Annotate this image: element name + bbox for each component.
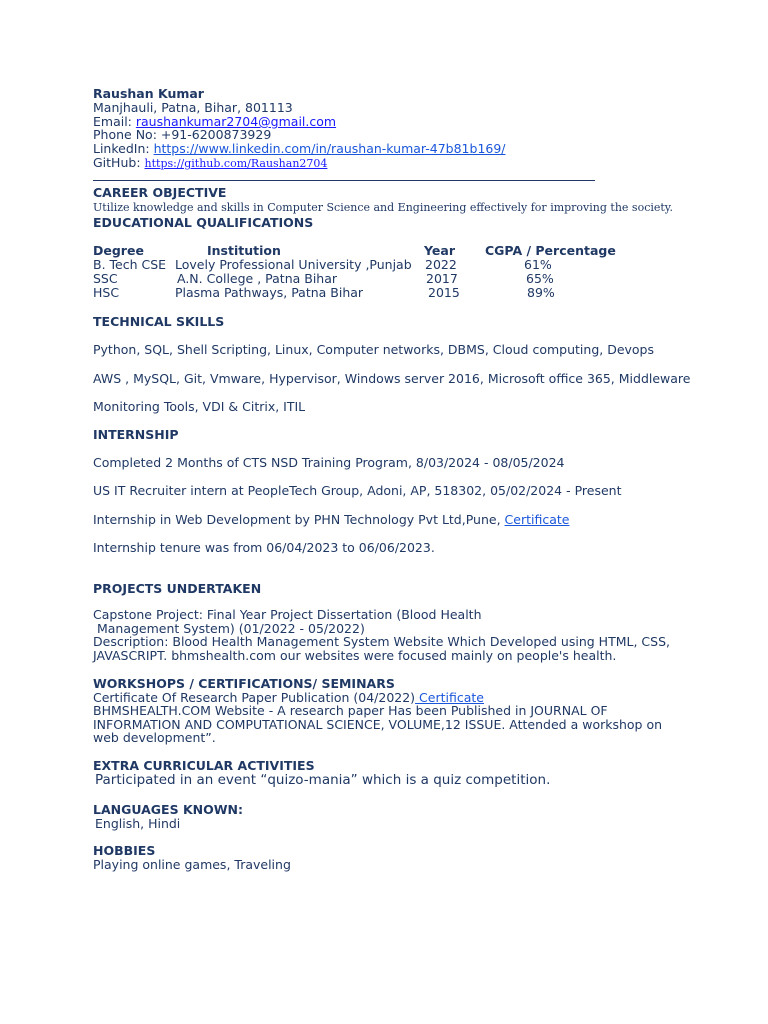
internship-line: Internship tenure was from 06/04/2023 to 06/06/2023.	[93, 540, 435, 555]
career-objective-heading: CAREER OBJECTIVE	[93, 185, 227, 200]
linkedin-line	[93, 141, 506, 156]
column-degree: Degree	[93, 243, 144, 258]
workshop-certificate-link[interactable]: Certificate	[415, 690, 484, 705]
skills-line: Python, SQL, Shell Scripting, Linux, Computer networks, DBMS, Cloud computing, Devops	[93, 342, 655, 357]
edu-row-score: 61%	[524, 257, 552, 272]
linkedin-link[interactable]: https://www.linkedin.com/in/raushan-kumar-47b81b169/	[153, 141, 506, 156]
edu-row-score: 65%	[526, 271, 554, 286]
languages-heading: LANGUAGES KNOWN:	[93, 802, 243, 817]
edu-row-score: 89%	[527, 285, 555, 300]
edu-row-degree: B. Tech CSE	[93, 257, 167, 272]
edu-row-degree: SSC	[93, 271, 118, 286]
internship-line: US IT Recruiter intern at PeopleTech Group, Adoni, AP, 518302, 05/02/2024 - Present	[93, 483, 622, 498]
github-line	[93, 155, 327, 170]
projects-heading: PROJECTS UNDERTAKEN	[93, 581, 262, 596]
edu-row-year: 2022	[425, 257, 457, 272]
internship-certificate-link[interactable]: Certificate	[504, 512, 570, 527]
project-line: Description: Blood Health Management System Website Which Developed using HTML, CSS,	[93, 634, 670, 649]
hobbies-heading: HOBBIES	[93, 843, 156, 858]
internship-heading: INTERNSHIP	[93, 427, 179, 442]
email-label: Email:	[93, 114, 136, 129]
column-year: Year	[424, 243, 455, 258]
education-heading: EDUCATIONAL QUALIFICATIONS	[93, 215, 314, 230]
header-divider	[93, 180, 595, 181]
workshop-text: Certificate Of Research Paper Publication (04/2022)	[93, 690, 416, 705]
candidate-name: Raushan Kumar	[93, 86, 204, 101]
column-score: CGPA / Percentage	[485, 243, 616, 258]
internship-text: Internship in Web Development by PHN Technology Pvt Ltd,Pune,	[93, 512, 505, 527]
workshop-line: BHMSHEALTH.COM Website - A research paper Has been Published in JOURNAL OF	[93, 703, 608, 718]
github-label: GitHub:	[93, 155, 145, 170]
extra-curricular-heading: EXTRA CURRICULAR ACTIVITIES	[93, 758, 315, 773]
email-link[interactable]: raushankumar2704@gmail.com	[135, 114, 337, 129]
edu-row-institution: Lovely Professional University ,Punjab	[175, 257, 412, 272]
internship-line: Completed 2 Months of CTS NSD Training Program, 8/03/2024 - 08/05/2024	[93, 455, 565, 470]
languages-text: English, Hindi	[95, 816, 181, 831]
skills-line: AWS , MySQL, Git, Vmware, Hypervisor, Windows server 2016, Microsoft office 365, Middleware	[93, 371, 691, 386]
workshop-line: web development”.	[93, 730, 216, 745]
project-line: Management System) (01/2022 - 05/2022)	[93, 621, 365, 636]
project-line: Capstone Project: Final Year Project Dissertation (Blood Health	[93, 607, 482, 622]
internship-line	[93, 512, 569, 527]
edu-row-institution: Plasma Pathways, Patna Bihar	[175, 285, 364, 300]
edu-row-institution: A.N. College , Patna Bihar	[177, 271, 338, 286]
workshops-heading: WORKSHOPS / CERTIFICATIONS/ SEMINARS	[93, 676, 395, 691]
address: Manjhauli, Patna, Bihar, 801113	[93, 100, 293, 115]
edu-row-year: 2017	[426, 271, 458, 286]
project-line: JAVASCRIPT. bhmshealth.com our websites were focused mainly on people's health.	[93, 648, 617, 663]
skills-line: Monitoring Tools, VDI & Citrix, ITIL	[93, 399, 306, 414]
linkedin-label: LinkedIn:	[93, 141, 154, 156]
github-link[interactable]: https://github.com/Raushan2704	[144, 157, 328, 170]
career-objective-text: Utilize knowledge and skills in Computer Science and Engineering effectively for improving the society.	[93, 201, 674, 214]
hobbies-text: Playing online games, Traveling	[93, 857, 291, 872]
skills-heading: TECHNICAL SKILLS	[93, 314, 225, 329]
extra-curricular-text: Participated in an event “quizo-mania” which is a quiz competition.	[95, 772, 551, 788]
phone: Phone No: +91-6200873929	[93, 127, 272, 142]
column-institution: Institution	[207, 243, 281, 258]
edu-row-year: 2015	[428, 285, 460, 300]
edu-row-degree: HSC	[93, 285, 120, 300]
workshop-line: INFORMATION AND COMPUTATIONAL SCIENCE, VOLUME,12 ISSUE. Attended a workshop on	[93, 717, 663, 732]
